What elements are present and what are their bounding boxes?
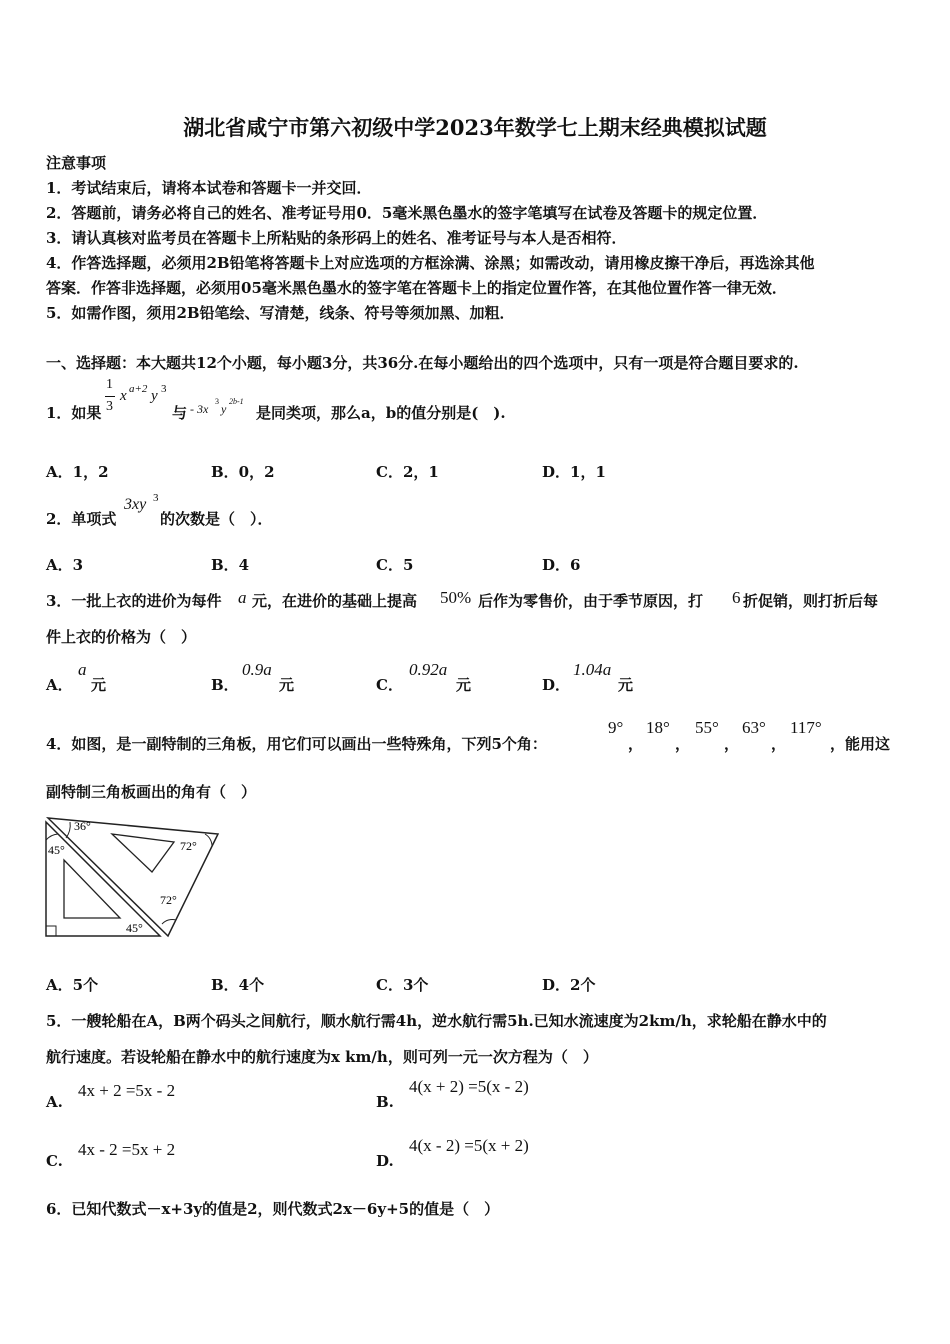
fig-label-72-bottom: 72° [160, 893, 177, 907]
q3-option-b-label[interactable]: B． [211, 676, 239, 694]
fig-label-45-bottom: 45° [126, 921, 143, 935]
q1-expr2: - 3x [190, 402, 209, 416]
fig-label-45-top: 45° [48, 843, 65, 857]
note-item: 1．考试结束后，请将本试卷和答题卡一并交回． [46, 179, 372, 197]
q4-sep: ， [675, 735, 691, 753]
note-item: 5．如需作图，须用2B铅笔绘、写清楚，线条、符号等须加黑、加粗． [46, 304, 515, 322]
q3-option-c-value: 0.92a [409, 660, 448, 679]
q4-line1a: 4．如图，是一副特制的三角板，用它们可以画出一些特殊角，下列5个角： [46, 735, 547, 753]
fig-label-36: 36° [74, 819, 91, 833]
page-title: 湖北省咸宁市第六初级中学2023年数学七上期末经典模拟试题 [183, 115, 767, 140]
q1-exp1b: 3 [161, 383, 167, 395]
section-heading: 一、选择题：本大题共12个小题，每小题3分，共36分.在每小题给出的四个选项中，只有一项是符合题目要求的. [46, 354, 799, 372]
fig-label-72-right: 72° [180, 839, 197, 853]
q5-line1: 5．一艘轮船在A，B两个码头之间航行，顺水航行需4h，逆水航行需5h.已知水流速度为2km/h，求轮船在静水中的 [46, 1012, 827, 1030]
q5-option-d-value: 4(x - 2) =5(x + 2) [409, 1136, 529, 1155]
q2-expr: 3xy [124, 496, 147, 513]
q4-line1b: ，能用这 [830, 735, 891, 753]
note-item: 2．答题前，请务必将自己的姓名、准考证号用0．5毫米黑色墨水的签字笔填写在试卷及答题卡的规定位置． [46, 204, 768, 222]
q4-angle: 9° [608, 718, 624, 737]
q1-option-a[interactable]: A．1，2 [46, 463, 109, 481]
q3-option-c-label[interactable]: C． [376, 676, 403, 694]
q1-frac-bar [105, 396, 115, 397]
q1-option-d[interactable]: D．1，1 [542, 463, 606, 481]
triangle-set-figure [40, 812, 225, 942]
notes-heading: 注意事项 [46, 154, 107, 172]
note-item: 4．作答选择题，必须用2B铅笔将答题卡上对应选项的方框涂满、涂黑；如需改动，请用橡皮擦干净后，再选涂其他 [46, 254, 815, 272]
q1-expr1: x [120, 388, 127, 404]
q3-line1c: 后作为零售价，由于季节原因，打 [478, 592, 704, 610]
q2-option-b[interactable]: B．4 [211, 556, 250, 574]
q4-line2: 副特制三角板画出的角有（ ） [46, 783, 257, 801]
q4-option-b[interactable]: B．4个 [211, 976, 265, 994]
q3-option-a-label[interactable]: A． [46, 676, 73, 694]
q5-option-a-value: 4x + 2 =5x - 2 [78, 1081, 176, 1100]
q3-option-a-value: a [78, 660, 87, 679]
q2-option-d[interactable]: D．6 [542, 556, 581, 574]
q3-option-b-unit: 元 [279, 676, 295, 694]
q4-angle: 55° [695, 718, 719, 737]
note-item: 答案．作答非选择题，必须用05毫米黑色墨水的签字笔在答题卡上的指定位置作答，在其他位置作答一律无效． [46, 279, 787, 297]
q1-exp2: 3 [215, 397, 219, 406]
q1-prefix: 1．如果 [46, 404, 102, 422]
q4-angle: 63° [742, 718, 766, 737]
q5-option-a-label[interactable]: A. [46, 1093, 63, 1111]
q4-sep: ， [724, 735, 740, 753]
q4-sep: ， [771, 735, 787, 753]
q4-sep: ， [628, 735, 644, 753]
q3-line1a: 3．一批上衣的进价为每件 [46, 592, 222, 610]
q2-prefix: 2．单项式 [46, 510, 117, 528]
q4-angle: 18° [646, 718, 670, 737]
q4-option-d[interactable]: D．2个 [542, 976, 596, 994]
q3-option-a-unit: 元 [91, 676, 107, 694]
q3-option-d-label[interactable]: D． [542, 676, 571, 694]
q2-suffix: 的次数是（ ）． [160, 510, 273, 528]
q4-option-a[interactable]: A．5个 [46, 976, 99, 994]
q3-var: a [238, 588, 247, 607]
q5-option-c-value: 4x - 2 =5x + 2 [78, 1140, 176, 1159]
q2-option-a[interactable]: A．3 [46, 556, 84, 574]
q5-option-c-label[interactable]: C. [46, 1152, 63, 1170]
q3-pct: 50% [440, 588, 472, 607]
q3-option-d-value: 1.04a [573, 660, 612, 679]
q1-option-b[interactable]: B．0，2 [211, 463, 275, 481]
q1-suffix: 是同类项，那么a，b的值分别是( ). [256, 404, 506, 422]
q2-exp: 3 [153, 492, 159, 504]
q5-line2: 航行速度。若设轮船在静水中的航行速度为x km/h，则可列一元一次方程为（ ） [46, 1048, 598, 1066]
q5-option-d-label[interactable]: D. [376, 1152, 394, 1170]
q1-exp2b: 2b-1 [229, 397, 244, 406]
q4-option-c[interactable]: C．3个 [376, 976, 429, 994]
note-item: 3．请认真核对监考员在答题卡上所粘贴的条形码上的姓名、准考证号与本人是否相符． [46, 229, 627, 247]
q3-option-b-value: 0.9a [242, 660, 272, 679]
question-6: 6．已知代数式－x+3y的值是2，则代数式2x－6y+5的值是（ ） [46, 1200, 500, 1218]
q3-num: 6 [732, 588, 741, 607]
q3-line1d: 折促销，则打折后每 [743, 592, 879, 610]
q2-option-c[interactable]: C．5 [376, 556, 414, 574]
q4-angle: 117° [790, 718, 822, 737]
q1-expr2b: y [221, 402, 227, 416]
q1-option-c[interactable]: C．2，1 [376, 463, 439, 481]
q1-mid: 与 [172, 404, 188, 422]
q3-option-c-unit: 元 [456, 676, 472, 694]
q1-exp1: a+2 [129, 383, 148, 395]
q1-frac-num: 1 [106, 377, 113, 392]
q5-option-b-value: 4(x + 2) =5(x - 2) [409, 1077, 529, 1096]
q1-frac-den: 3 [106, 399, 113, 414]
q3-line1b: 元，在进价的基础上提高 [252, 592, 418, 610]
q3-option-d-unit: 元 [618, 676, 634, 694]
q3-line2: 件上衣的价格为（ ） [46, 628, 197, 646]
q5-option-b-label[interactable]: B. [376, 1093, 394, 1111]
q1-expr1b: y [151, 388, 158, 404]
